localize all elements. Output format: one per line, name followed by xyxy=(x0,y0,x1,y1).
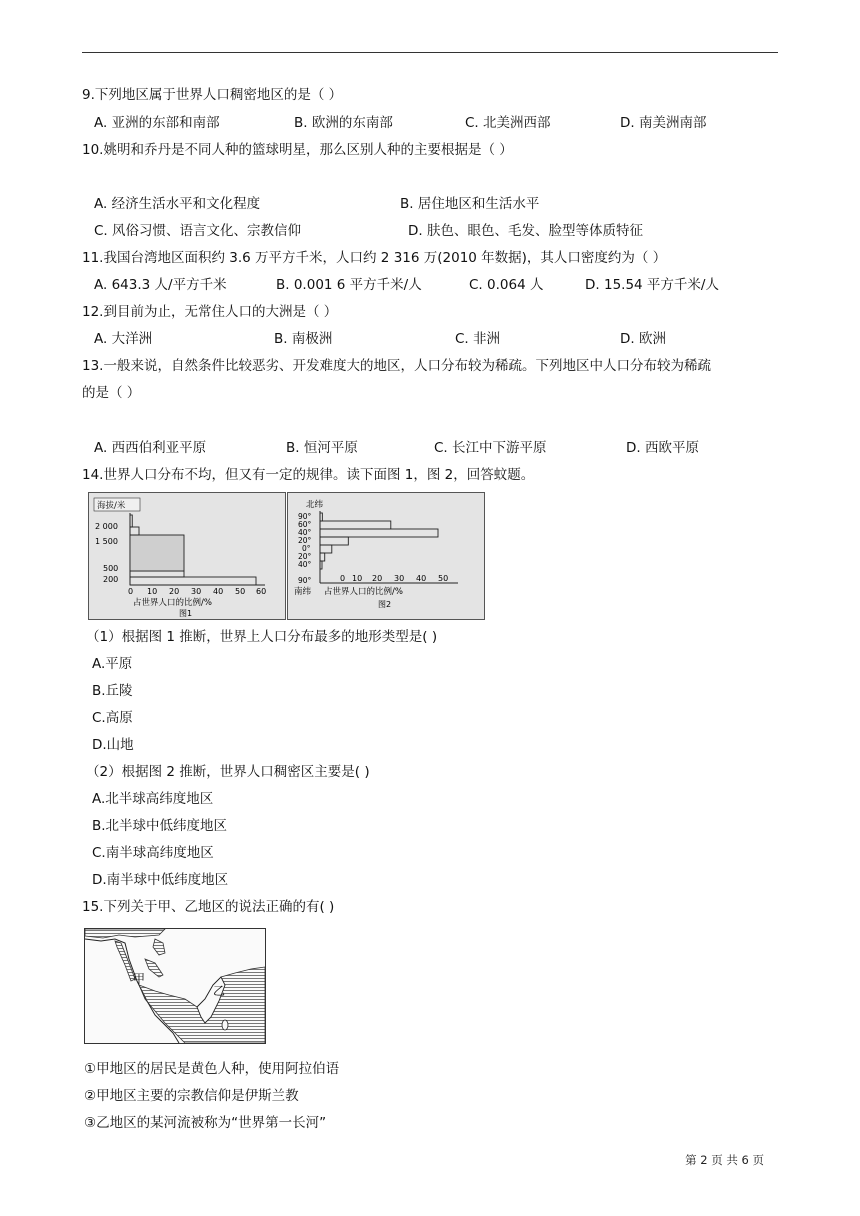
figure-2-caption: 图2 xyxy=(378,600,392,609)
q11-option-c[interactable]: C. 0.064 人 xyxy=(469,277,544,293)
q13-option-a[interactable]: A. 西西伯利亚平原 xyxy=(94,440,207,456)
q11-option-d[interactable]: D. 15.54 平方千米/人 xyxy=(585,277,719,293)
figure-2-svg xyxy=(288,493,484,619)
figure-1-x-tick: 40 xyxy=(213,587,224,596)
map-label-jia: 甲 xyxy=(133,972,146,986)
figure-2-bar xyxy=(320,561,322,569)
question-10-stem: 10.姚明和乔丹是不同人种的篮球明星，那么区别人种的主要根据是（ ） xyxy=(82,142,513,158)
figure-2-bar xyxy=(320,553,325,561)
figure-1-bar xyxy=(130,571,184,577)
question-15-stem: 15.下列关于甲、乙地区的说法正确的有( ) xyxy=(82,899,335,915)
q10-option-b[interactable]: B. 居住地区和生活水平 xyxy=(400,196,540,212)
q12-option-d[interactable]: D. 欧洲 xyxy=(620,331,666,347)
q12-option-b[interactable]: B. 南极洲 xyxy=(274,331,333,347)
figure-2-x-ticks xyxy=(340,574,448,583)
figure-2-y-tick: 0° xyxy=(302,544,311,553)
region-map-svg xyxy=(85,929,265,1043)
region-map xyxy=(84,928,266,1044)
figure-1-x-tick: 50 xyxy=(235,587,246,596)
figure-1-bar xyxy=(130,577,256,585)
question-13-stem-line1: 13.一般来说，自然条件比较恶劣、开发难度大的地区，人口分布较为稀疏。下列地区中人口分布较为稀疏 xyxy=(82,358,711,374)
figure-2-y-tick: 20° xyxy=(298,552,312,561)
figure-1-altitude-chart xyxy=(88,492,286,620)
map-label-yi: 乙 xyxy=(213,984,226,998)
statement-1: ①甲地区的居民是黄色人种，使用阿拉伯语 xyxy=(84,1061,340,1077)
figure-2-y-tick: 40° xyxy=(298,528,312,537)
figure-2-bottom-label: 南纬 xyxy=(294,587,312,597)
figure-2-latitude-chart xyxy=(287,492,485,620)
figure-1-svg xyxy=(89,493,285,619)
q10-option-a[interactable]: A. 经济生活水平和文化程度 xyxy=(94,196,261,212)
figure-1-y-ticks xyxy=(95,522,118,584)
figure-2-x-tick: 50 xyxy=(438,574,449,583)
question-14-sub-2: （2）根据图 2 推断，世界人口稠密区主要是( ) xyxy=(86,764,370,780)
q9-option-d[interactable]: D. 南美洲南部 xyxy=(620,115,707,131)
q14-2-option-b[interactable]: B.北半球中低纬度地区 xyxy=(92,818,228,834)
question-14-sub-1: （1）根据图 1 推断，世界上人口分布最多的地形类型是( ) xyxy=(86,629,438,645)
figure-1-x-tick: 0 xyxy=(128,587,134,596)
figure-1-x-label: 占世界人口的比例/% xyxy=(133,598,212,608)
figure-2-x-tick: 20 xyxy=(372,574,383,583)
header-rule xyxy=(82,52,778,53)
q14-1-option-d[interactable]: D.山地 xyxy=(92,737,134,753)
figure-2-x-tick: 40 xyxy=(416,574,427,583)
q13-option-b[interactable]: B. 恒河平原 xyxy=(286,440,358,456)
q14-2-option-c[interactable]: C.南半球高纬度地区 xyxy=(92,845,214,861)
coastline-west xyxy=(85,939,179,1043)
q14-1-option-a[interactable]: A.平原 xyxy=(92,656,133,672)
question-9-stem: 9.下列地区属于世界人口稠密地区的是（ ） xyxy=(82,87,343,103)
figure-2-bar xyxy=(320,513,322,521)
figure-2-y-tick: 90° xyxy=(298,512,312,521)
figure-1-x-ticks xyxy=(128,587,266,596)
figure-1-x-tick: 60 xyxy=(256,587,267,596)
figure-2-bar xyxy=(320,545,332,553)
figure-2-y-tick: 40° xyxy=(298,560,312,569)
q11-option-a[interactable]: A. 643.3 人/平方千米 xyxy=(94,277,227,293)
q14-1-option-c[interactable]: C.高原 xyxy=(92,710,133,726)
question-14-stem: 14.世界人口分布不均，但又有一定的规律。读下面图 1，图 2，回答蚊题。 xyxy=(82,467,535,483)
q13-option-c[interactable]: C. 长江中下游平原 xyxy=(434,440,547,456)
q9-option-b[interactable]: B. 欧洲的东南部 xyxy=(294,115,393,131)
q9-option-c[interactable]: C. 北美洲西部 xyxy=(465,115,551,131)
q11-option-b[interactable]: B. 0.001 6 平方千米/人 xyxy=(276,277,422,293)
figure-1-bar xyxy=(130,535,184,571)
figure-1-y-tick: 500 xyxy=(103,564,119,573)
q14-2-option-a[interactable]: A.北半球高纬度地区 xyxy=(92,791,214,807)
persian-gulf xyxy=(145,959,163,977)
figure-2-x-tick: 0 xyxy=(340,574,346,583)
sri-lanka xyxy=(222,1020,228,1030)
question-13-stem-line2: 的是（ ） xyxy=(82,385,141,401)
figure-2-y-tick: 90° xyxy=(298,576,312,585)
question-12-stem: 12.到目前为止，无常住人口的大洲是（ ） xyxy=(82,304,338,320)
figure-2-x-tick: 30 xyxy=(394,574,405,583)
red-sea xyxy=(115,941,135,981)
q9-option-a[interactable]: A. 亚洲的东部和南部 xyxy=(94,115,220,131)
q10-option-c[interactable]: C. 风俗习惯、语言文化、宗教信仰 xyxy=(94,223,302,239)
page-footer: 第 2 页 共 6 页 xyxy=(685,1153,764,1167)
figure-2-y-tick: 60° xyxy=(298,520,312,529)
figure-1-x-tick: 30 xyxy=(191,587,202,596)
figure-2-bar xyxy=(320,537,348,545)
figure-1-x-tick: 20 xyxy=(169,587,180,596)
statement-2: ②甲地区主要的宗教信仰是伊斯兰教 xyxy=(84,1088,299,1104)
figure-1-bar xyxy=(130,527,139,535)
figure-2-y-ticks xyxy=(298,512,312,585)
q14-2-option-d[interactable]: D.南半球中低纬度地区 xyxy=(92,872,229,888)
figure-1-bar xyxy=(130,515,132,527)
figure-2-y-tick: 20° xyxy=(298,536,312,545)
figure-1-y-tick: 200 xyxy=(103,575,119,584)
figure-2-x-tick: 10 xyxy=(352,574,363,583)
question-11-stem: 11.我国台湾地区面积约 3.6 万平方千米，人口约 2 316 万(2010 年数据)，其人口密度约为（ ） xyxy=(82,250,667,266)
figure-1-x-tick: 10 xyxy=(147,587,158,596)
q10-option-d[interactable]: D. 肤色、眼色、毛发、脸型等体质特征 xyxy=(408,223,643,239)
figure-1-y-title: 海拔/米 xyxy=(97,501,126,511)
figure-2-bar xyxy=(320,521,391,529)
statement-3: ③乙地区的某河流被称为“世界第一长河” xyxy=(84,1115,327,1131)
q12-option-a[interactable]: A. 大洋洲 xyxy=(94,331,153,347)
caspian-sea xyxy=(153,939,165,955)
figure-1-y-tick: 1 500 xyxy=(95,537,118,546)
figure-1-caption: 图1 xyxy=(179,609,193,618)
figure-2-x-label: 占世界人口的比例/% xyxy=(324,587,403,597)
figure-2-top-label: 北纬 xyxy=(306,500,324,510)
q14-1-option-b[interactable]: B.丘陵 xyxy=(92,683,133,699)
figure-2-bar xyxy=(320,529,438,537)
q13-option-d[interactable]: D. 西欧平原 xyxy=(626,440,699,456)
q12-option-c[interactable]: C. 非洲 xyxy=(455,331,501,347)
sea-top xyxy=(85,929,165,938)
figure-1-y-tick: 2 000 xyxy=(95,522,118,531)
